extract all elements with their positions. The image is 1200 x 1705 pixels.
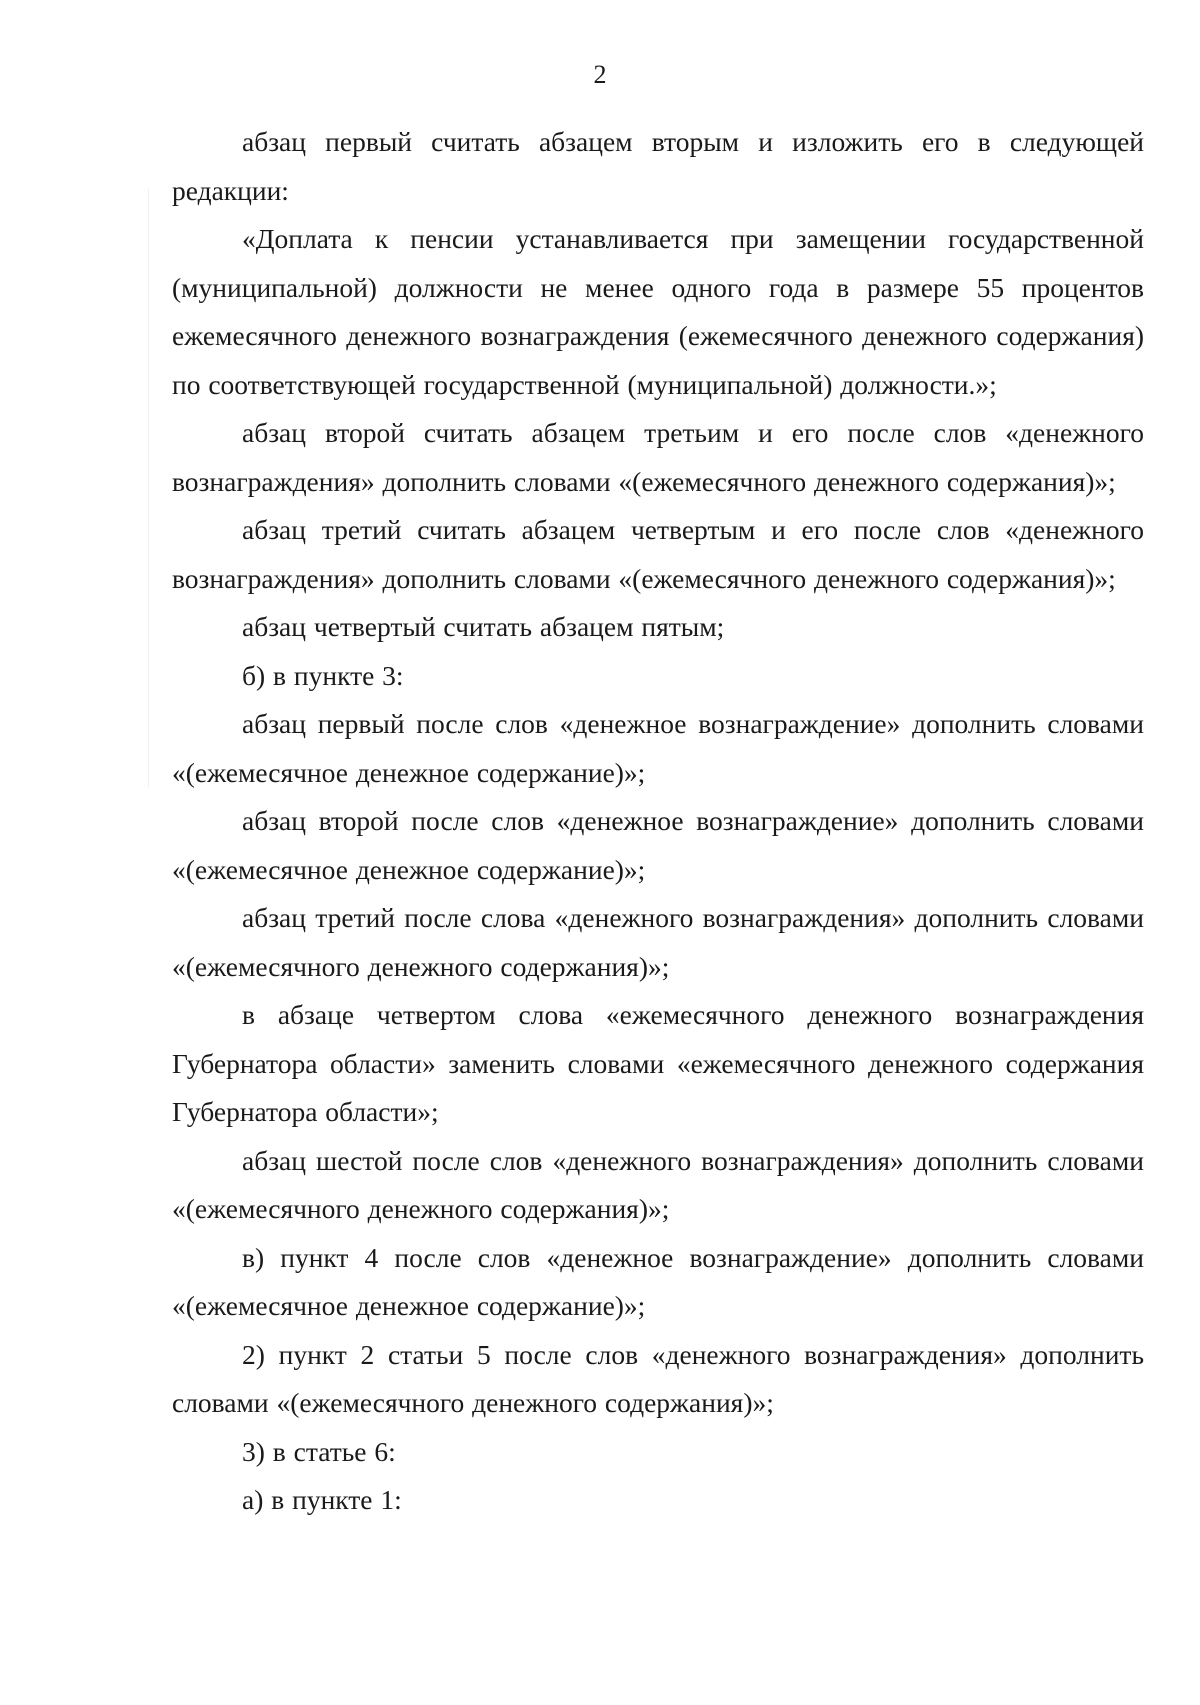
paragraph-6: б) в пункте 3: xyxy=(242,659,404,691)
paragraph-1: абзац первый считать абзацем вторым и изложить его в следующей редакции: xyxy=(172,126,1144,206)
paragraph-7: абзац первый после слов «денежное вознаграждение» дополнить словами «(ежемесячное денежное содержание)»; xyxy=(172,708,1144,788)
paragraph-14: 3) в статье 6: xyxy=(242,1435,396,1467)
paragraph-4: абзац третий считать абзацем четвертым и его после слов «денежного вознаграждения» дополнить словами «(ежемесячного денежного содержания)»; xyxy=(172,514,1144,594)
scan-artifact-line xyxy=(148,188,149,788)
paragraph-2: «Доплата к пенсии устанавливается при замещении государственной (муниципальной) должности не менее одного года в размере 55 процентов ежемесячного денежного вознаграждения (ежемесячного денежного содержания) по соответствующей государственной (муниципальной) должности.»; xyxy=(172,223,1144,400)
paragraph-13: 2) пункт 2 статьи 5 после слов «денежного вознаграждения» дополнить словами «(ежемесячного денежного содержания)»; xyxy=(172,1338,1144,1418)
paragraph-11: абзац шестой после слов «денежного вознаграждения» дополнить словами «(ежемесячного денежного содержания)»; xyxy=(172,1144,1144,1224)
paragraph-5: абзац четвертый считать абзацем пятым; xyxy=(242,611,725,642)
page-number: 2 xyxy=(593,60,607,89)
paragraph-9: абзац третий после слова «денежного вознаграждения» дополнить словами «(ежемесячного денежного содержания)»; xyxy=(172,902,1144,982)
paragraph-8: абзац второй после слов «денежное вознаграждение» дополнить словами «(ежемесячное денежное содержание)»; xyxy=(172,805,1144,885)
paragraph-3: абзац второй считать абзацем третьим и его после слов «денежного вознаграждения» дополнить словами «(ежемесячного денежного содержания)»; xyxy=(172,417,1144,497)
paragraph-10: в абзаце четвертом слова «ежемесячного денежного вознаграждения Губернатора области» заменить словами «ежемесячного денежного содержания Губернатора области»; xyxy=(172,999,1144,1127)
document-body xyxy=(172,118,1144,1525)
paragraph-12: в) пункт 4 после слов «денежное вознаграждение» дополнить словами «(ежемесячное денежное содержание)»; xyxy=(172,1241,1144,1321)
paragraph-15: а) в пункте 1: xyxy=(242,1484,402,1515)
